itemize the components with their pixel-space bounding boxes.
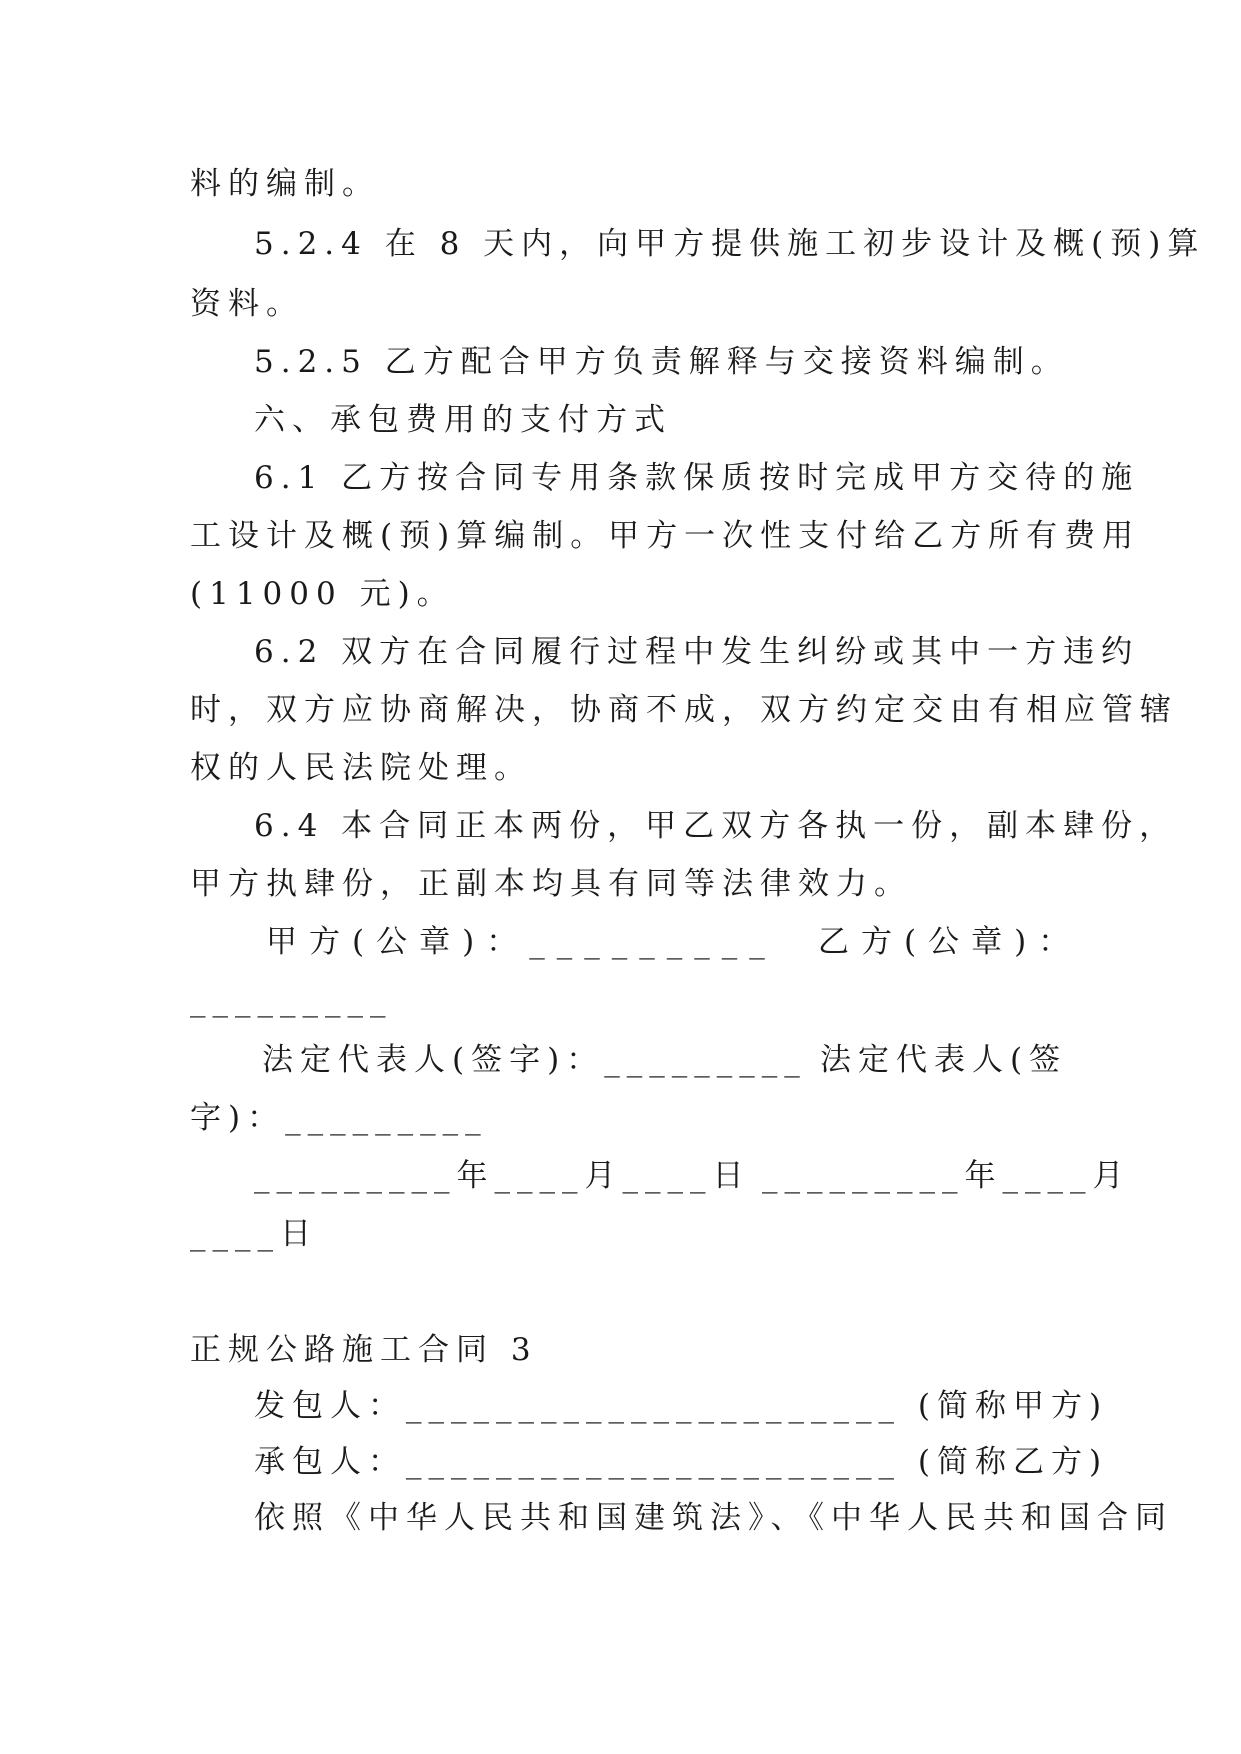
date-b-line: _________年____月 xyxy=(762,1158,1131,1194)
paragraph-line: 工设计及概(预)算编制。甲方一次性支付给乙方所有费用 xyxy=(190,518,1141,554)
date-a-line: _________年____月____日 xyxy=(254,1158,751,1194)
contract-title: 正规公路施工合同 3 xyxy=(190,1332,538,1368)
paragraph-line: 权的人民法院处理。 xyxy=(190,750,532,786)
paragraph-line: 资料。 xyxy=(190,286,304,322)
paragraph-line: 5.2.5 乙方配合甲方负责解释与交接资料编制。 xyxy=(254,344,1069,380)
party-b-rep-line: 法定代表人(签 xyxy=(820,1042,1068,1078)
paragraph-line: 时，双方应协商解决，协商不成，双方约定交由有相应管辖 xyxy=(190,692,1178,728)
party-a-seal-line: 甲方(公章)：_________ xyxy=(266,924,777,960)
section-heading: 六、承包费用的支付方式 xyxy=(254,402,672,438)
party-a-rep-line: 法定代表人(签字)：_________ xyxy=(262,1042,807,1078)
paragraph-line: 5.2.4 在 8 天内，向甲方提供施工初步设计及概(预)算 xyxy=(254,226,1206,262)
party-b-rep-cont-line: 字)：_________ xyxy=(190,1100,488,1136)
basis-line: 依照《中华人民共和国建筑法》、《中华人民共和国合同 xyxy=(254,1500,1173,1536)
paragraph-line: (11000 元)。 xyxy=(190,576,455,612)
date-b-cont-line: ____日 xyxy=(190,1216,318,1252)
contractor-line: 承包人：______________________ (简称乙方) xyxy=(254,1444,1109,1480)
employer-line: 发包人：______________________ (简称甲方) xyxy=(254,1388,1109,1424)
paragraph-line: 料的编制。 xyxy=(190,166,380,202)
party-b-seal-line: 乙方(公章)： xyxy=(818,924,1082,960)
seal-blank-line: _________ xyxy=(190,982,393,1018)
paragraph-line: 6.2 双方在合同履行过程中发生纠纷或其中一方违约 xyxy=(254,634,1140,670)
paragraph-line: 6.1 乙方按合同专用条款保质按时完成甲方交待的施 xyxy=(254,460,1140,496)
paragraph-line: 6.4 本合同正本两份，甲乙双方各执一份，副本肆份， xyxy=(254,808,1178,844)
paragraph-line: 甲方执肆份，正副本均具有同等法律效力。 xyxy=(190,866,912,902)
